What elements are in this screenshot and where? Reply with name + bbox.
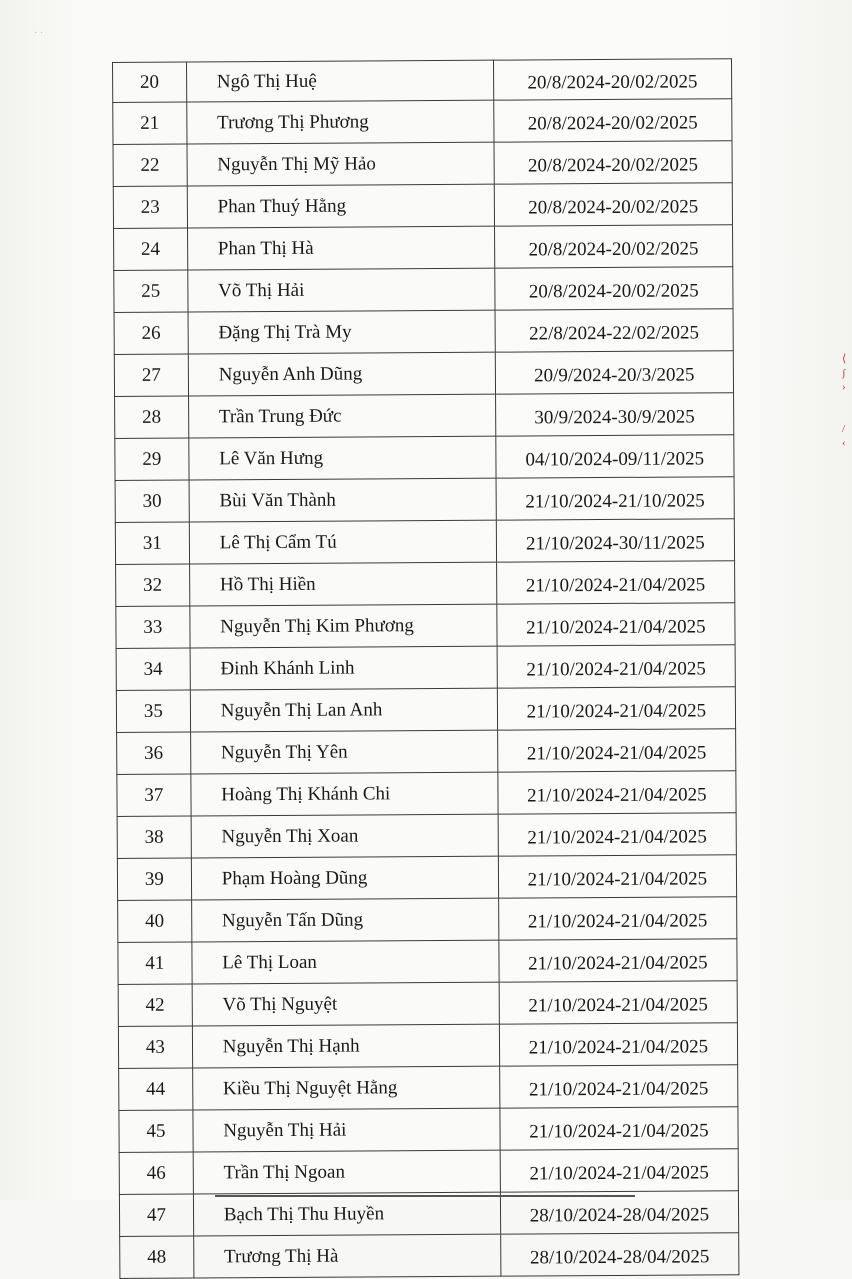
period-range: 21/10/2024-21/04/2025 <box>498 855 737 898</box>
period-range: 21/10/2024-21/04/2025 <box>497 687 736 730</box>
period-range: 30/9/2024-30/9/2025 <box>495 393 734 436</box>
period-range: 20/8/2024-20/02/2025 <box>494 141 733 184</box>
person-name: Nguyễn Thị Kim Phương <box>190 604 497 648</box>
row-number: 44 <box>119 1068 193 1110</box>
row-number: 22 <box>113 144 187 186</box>
row-number: 33 <box>116 606 190 648</box>
row-number: 38 <box>117 816 191 858</box>
period-range: 21/10/2024-21/04/2025 <box>500 1107 739 1150</box>
person-name: Kiều Thị Nguyệt Hằng <box>192 1066 499 1110</box>
period-range: 21/10/2024-21/04/2025 <box>499 1065 738 1108</box>
table-row <box>117 771 736 817</box>
row-number: 24 <box>114 228 188 270</box>
row-number: 36 <box>117 732 191 774</box>
period-range: 21/10/2024-21/04/2025 <box>498 897 737 940</box>
row-number: 26 <box>114 312 188 354</box>
person-name: Trần Trung Đức <box>188 394 495 438</box>
row-number: 42 <box>118 984 192 1026</box>
table-row <box>113 59 732 103</box>
table-row <box>119 1191 738 1237</box>
table-row <box>115 477 734 523</box>
person-name: Nguyễn Tấn Dũng <box>191 898 498 942</box>
table-row <box>117 855 736 901</box>
row-number: 45 <box>119 1110 193 1152</box>
row-number: 27 <box>114 354 188 396</box>
table-row <box>119 1065 738 1111</box>
period-range: 21/10/2024-21/04/2025 <box>499 939 738 982</box>
bottom-edge-line <box>215 1195 635 1197</box>
table-row <box>113 141 732 187</box>
row-number: 25 <box>114 270 188 312</box>
row-number: 48 <box>120 1236 194 1278</box>
table-row <box>118 981 737 1027</box>
row-number: 41 <box>118 942 192 984</box>
period-range: 22/8/2024-22/02/2025 <box>495 309 734 352</box>
table-row <box>115 519 734 565</box>
period-range: 20/8/2024-20/02/2025 <box>494 183 733 226</box>
row-number: 37 <box>117 774 191 816</box>
table-row <box>119 1107 738 1153</box>
person-name: Nguyễn Thị Mỹ Hảo <box>187 142 494 186</box>
table-row <box>115 393 734 439</box>
row-number: 43 <box>118 1026 192 1068</box>
person-name: Nguyễn Thị Hạnh <box>192 1024 499 1068</box>
table-row <box>118 897 737 943</box>
table-row <box>115 435 734 481</box>
table-row <box>116 603 735 649</box>
table-row <box>114 351 733 397</box>
period-range: 21/10/2024-21/04/2025 <box>500 1149 739 1192</box>
table-row <box>113 183 732 229</box>
row-number: 46 <box>119 1152 193 1194</box>
period-range: 20/8/2024-20/02/2025 <box>494 267 733 310</box>
period-range: 21/10/2024-21/04/2025 <box>498 771 737 814</box>
person-name: Lê Thị Cẩm Tú <box>189 520 496 564</box>
period-range: 21/10/2024-21/04/2025 <box>497 645 736 688</box>
period-range: 28/10/2024-28/04/2025 <box>500 1233 739 1276</box>
period-range: 21/10/2024-21/04/2025 <box>496 561 735 604</box>
person-name: Lê Thị Loan <box>192 940 499 984</box>
table-row <box>117 729 736 775</box>
row-number: 47 <box>119 1194 193 1236</box>
table-row <box>113 99 732 145</box>
period-range: 04/10/2024-09/11/2025 <box>495 435 734 478</box>
table-row <box>116 645 735 691</box>
period-range: 20/8/2024-20/02/2025 <box>494 225 733 268</box>
period-range: 21/10/2024-21/10/2025 <box>496 477 735 520</box>
period-range: 21/10/2024-21/04/2025 <box>497 603 736 646</box>
period-range: 21/10/2024-21/04/2025 <box>498 813 737 856</box>
period-range: 28/10/2024-28/04/2025 <box>500 1191 739 1234</box>
period-range: 21/10/2024-21/04/2025 <box>497 729 736 772</box>
person-name: Đặng Thị Trà My <box>188 310 495 354</box>
row-number: 21 <box>113 102 187 144</box>
person-name: Đinh Khánh Linh <box>190 646 497 690</box>
person-name: Lê Văn Hưng <box>189 436 496 480</box>
person-name: Phạm Hoàng Dũng <box>191 856 498 900</box>
table-row <box>114 267 733 313</box>
person-name: Nguyễn Thị Hải <box>193 1108 500 1152</box>
table-row <box>116 687 735 733</box>
person-name: Trương Thị Hà <box>193 1234 500 1278</box>
person-name: Nguyễn Thị Lan Anh <box>190 688 497 732</box>
person-name: Bùi Văn Thành <box>189 478 496 522</box>
person-name: Nguyễn Thị Yên <box>190 730 497 774</box>
row-number: 32 <box>116 564 190 606</box>
person-name: Hồ Thị Hiền <box>189 562 496 606</box>
table-row <box>118 939 737 985</box>
table-row <box>116 561 735 607</box>
row-number: 20 <box>113 62 187 102</box>
edge-stamp-fragment: ⟨ ʃ › / ‹ <box>842 353 847 449</box>
scan-speck: · · <box>34 28 44 39</box>
person-name: Ngô Thị Huệ <box>186 60 493 102</box>
person-name: Trần Thị Ngoan <box>193 1150 500 1194</box>
person-name: Hoàng Thị Khánh Chi <box>191 772 498 816</box>
period-range: 20/8/2024-20/02/2025 <box>493 59 732 100</box>
person-name: Nguyễn Anh Dũng <box>188 352 495 396</box>
person-name: Võ Thị Nguyệt <box>192 982 499 1026</box>
table-row <box>120 1233 739 1279</box>
table-row <box>114 225 733 271</box>
person-name: Bạch Thị Thu Huyền <box>193 1192 500 1236</box>
row-number: 31 <box>115 522 189 564</box>
person-name: Nguyễn Thị Xoan <box>191 814 498 858</box>
period-range: 20/8/2024-20/02/2025 <box>493 99 732 142</box>
period-range: 20/9/2024-20/3/2025 <box>495 351 734 394</box>
row-number: 28 <box>115 396 189 438</box>
person-name: Trương Thị Phương <box>186 100 493 144</box>
row-number: 35 <box>116 690 190 732</box>
period-range: 21/10/2024-21/04/2025 <box>499 1023 738 1066</box>
table-body <box>113 59 739 1279</box>
table-row <box>114 309 733 355</box>
person-name: Phan Thị Hà <box>187 226 494 270</box>
period-range: 21/10/2024-30/11/2025 <box>496 519 735 562</box>
row-number: 23 <box>113 186 187 228</box>
table-row <box>117 813 736 859</box>
row-number: 34 <box>116 648 190 690</box>
row-number: 29 <box>115 438 189 480</box>
person-name: Võ Thị Hải <box>188 268 495 312</box>
row-number: 40 <box>118 900 192 942</box>
table-row <box>119 1149 738 1195</box>
row-number: 30 <box>115 480 189 522</box>
period-range: 21/10/2024-21/04/2025 <box>499 981 738 1024</box>
personnel-table <box>112 58 739 1279</box>
row-number: 39 <box>117 858 191 900</box>
person-name: Phan Thuý Hằng <box>187 184 494 228</box>
table-row <box>118 1023 737 1069</box>
